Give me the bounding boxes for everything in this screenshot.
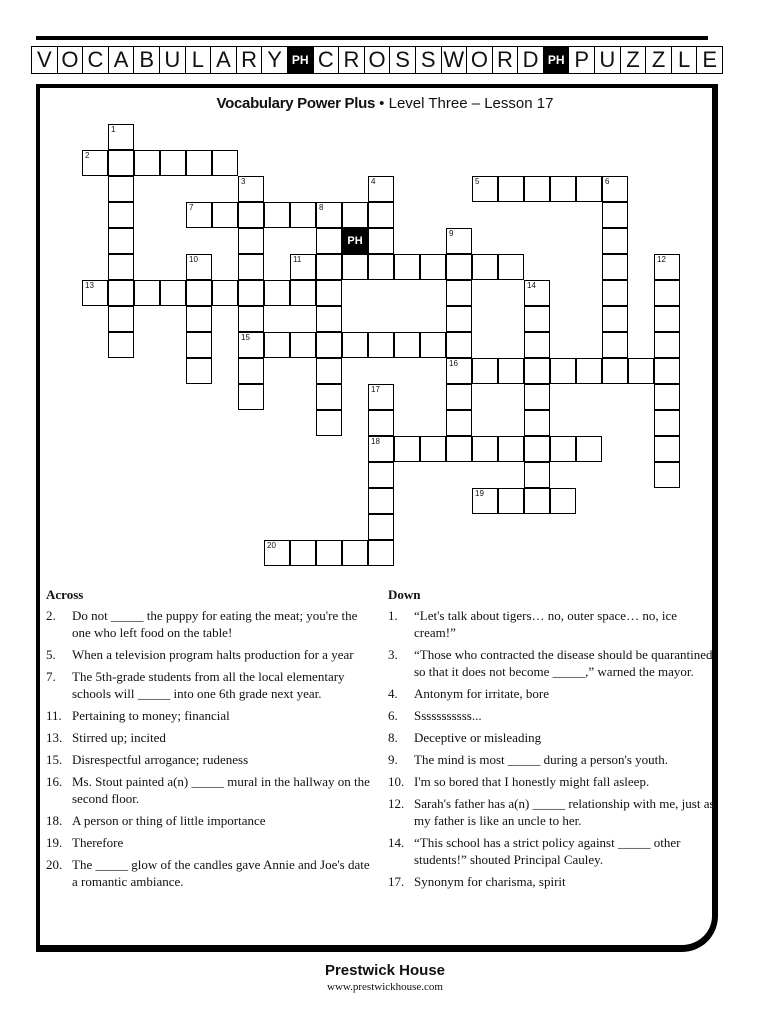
grid-cell[interactable] <box>368 254 394 280</box>
grid-cell[interactable] <box>368 384 394 410</box>
banner-letter: L <box>671 46 698 74</box>
clue-item <box>388 646 720 680</box>
grid-cell[interactable] <box>368 514 394 540</box>
clue-number: 17 <box>371 385 380 394</box>
clue-item-number: 19. <box>46 835 63 850</box>
clue-item-number: 13. <box>46 730 63 745</box>
clue-item <box>46 607 378 641</box>
grid-cell[interactable] <box>472 176 498 202</box>
clue-item <box>46 834 378 851</box>
grid-cell[interactable] <box>342 540 368 566</box>
clue-item <box>46 729 378 746</box>
clue-item <box>388 607 720 641</box>
clue-number: 6 <box>605 177 610 186</box>
grid-cell[interactable] <box>654 384 680 410</box>
clue-number: 20 <box>267 541 276 550</box>
grid-cell[interactable] <box>238 228 264 254</box>
clue-item-number: 1. <box>388 608 398 623</box>
grid-cell[interactable] <box>186 254 212 280</box>
grid-cell[interactable] <box>160 280 186 306</box>
clue-item-number: 6. <box>388 708 398 723</box>
grid-cell[interactable] <box>498 488 524 514</box>
grid-cell[interactable] <box>290 202 316 228</box>
clue-number: 9 <box>449 229 454 238</box>
grid-cell[interactable] <box>446 228 472 254</box>
grid-cell[interactable] <box>108 332 134 358</box>
clue-number: 11 <box>293 255 302 264</box>
clue-item-number: 9. <box>388 752 398 767</box>
grid-cell[interactable] <box>654 410 680 436</box>
clue-item-text: When a television program halts production for a year <box>72 647 354 662</box>
grid-cell[interactable] <box>108 306 134 332</box>
grid-cell[interactable] <box>316 228 342 254</box>
grid-cell[interactable] <box>576 176 602 202</box>
grid-cell[interactable] <box>394 254 420 280</box>
clue-item-number: 12. <box>388 796 405 811</box>
banner-letter: V <box>31 46 58 74</box>
grid-cell[interactable] <box>342 332 368 358</box>
grid-cell[interactable] <box>602 332 628 358</box>
clue-item <box>388 707 720 724</box>
grid-cell[interactable] <box>498 358 524 384</box>
clue-item-number: 14. <box>388 835 405 850</box>
banner-letter: Z <box>620 46 647 74</box>
grid-cell[interactable] <box>238 358 264 384</box>
clue-number: 7 <box>189 203 194 212</box>
clue-item-text: Pertaining to money; financial <box>72 708 230 723</box>
banner-letter: C <box>313 46 340 74</box>
grid-cell[interactable] <box>654 280 680 306</box>
clue-item-number: 16. <box>46 774 63 789</box>
grid-cell[interactable] <box>472 436 498 462</box>
grid-cell[interactable] <box>368 436 394 462</box>
grid-cell[interactable] <box>654 358 680 384</box>
grid-cell[interactable] <box>472 488 498 514</box>
grid-cell[interactable] <box>446 280 472 306</box>
grid-cell[interactable] <box>264 202 290 228</box>
grid-cell[interactable] <box>524 462 550 488</box>
grid-cell[interactable] <box>446 436 472 462</box>
grid-cell[interactable] <box>602 202 628 228</box>
clue-item <box>388 834 720 868</box>
banner-letter: U <box>159 46 186 74</box>
grid-cell[interactable] <box>134 280 160 306</box>
clue-number: 8 <box>319 203 324 212</box>
banner-letter: R <box>338 46 365 74</box>
grid-cell[interactable] <box>602 358 628 384</box>
across-heading: Across <box>46 587 84 602</box>
clue-number: 15 <box>241 333 250 342</box>
banner-letter: W <box>441 46 468 74</box>
clue-number: 18 <box>371 437 380 446</box>
grid-cell[interactable] <box>524 306 550 332</box>
clue-number: 1 <box>111 125 116 134</box>
down-clue-list <box>388 607 720 890</box>
clue-item-text: Sssssssssss... <box>414 708 482 723</box>
grid-cell[interactable] <box>264 332 290 358</box>
grid-cell[interactable] <box>524 358 550 384</box>
clue-item-text: Sarah's father has a(n) _____ relationship with me, just as my father is like an uncle to her. <box>414 796 715 828</box>
clue-number: 2 <box>85 151 90 160</box>
grid-cell[interactable] <box>368 488 394 514</box>
banner-letter: A <box>210 46 237 74</box>
grid-cell[interactable] <box>212 150 238 176</box>
clue-item-text: I'm so bored that I honestly might fall asleep. <box>414 774 650 789</box>
banner-letter: C <box>82 46 109 74</box>
clue-item <box>388 795 720 829</box>
clue-item-number: 10. <box>388 774 405 789</box>
banner-letter: Z <box>645 46 672 74</box>
grid-cell[interactable] <box>316 202 342 228</box>
grid-cell[interactable] <box>290 540 316 566</box>
banner-letter: P <box>568 46 595 74</box>
grid-cell[interactable] <box>446 358 472 384</box>
clue-item <box>46 812 378 829</box>
clue-item-text: “This school has a strict policy against _____ other students!” shouted Principal Cauley. <box>414 835 681 867</box>
clue-item-text: The _____ glow of the candles gave Annie and Joe's date a romantic ambiance. <box>72 857 370 889</box>
grid-cell[interactable] <box>602 254 628 280</box>
banner-letter: S <box>415 46 442 74</box>
clue-item-number: 3. <box>388 647 398 662</box>
grid-cell[interactable] <box>212 202 238 228</box>
clue-item-number: 2. <box>46 608 56 623</box>
footer <box>0 962 770 993</box>
clue-number: 19 <box>475 489 484 498</box>
clue-item <box>46 646 378 663</box>
clue-item-text: A person or thing of little importance <box>72 813 266 828</box>
grid-cell[interactable] <box>576 436 602 462</box>
grid-cell[interactable] <box>420 436 446 462</box>
banner-letter: R <box>236 46 263 74</box>
grid-cell[interactable] <box>446 306 472 332</box>
clue-item-number: 4. <box>388 686 398 701</box>
grid-cell[interactable] <box>420 254 446 280</box>
banner-letter: B <box>133 46 160 74</box>
grid-cell[interactable] <box>498 254 524 280</box>
grid-cell[interactable] <box>446 384 472 410</box>
grid-cell[interactable] <box>108 202 134 228</box>
grid-cell[interactable] <box>550 436 576 462</box>
grid-cell[interactable] <box>238 306 264 332</box>
grid-cell[interactable] <box>316 306 342 332</box>
grid-cell[interactable] <box>368 228 394 254</box>
grid-cell[interactable] <box>342 254 368 280</box>
grid-cell[interactable] <box>654 254 680 280</box>
grid-cell[interactable] <box>108 254 134 280</box>
grid-cell[interactable] <box>420 332 446 358</box>
grid-cell[interactable] <box>368 332 394 358</box>
grid-cell[interactable] <box>628 358 654 384</box>
clue-number: 4 <box>371 177 376 186</box>
grid-cell[interactable] <box>238 202 264 228</box>
grid-cell[interactable] <box>394 332 420 358</box>
down-clues <box>388 586 720 895</box>
grid-cell[interactable] <box>108 280 134 306</box>
grid-cell[interactable] <box>654 332 680 358</box>
clue-number: 3 <box>241 177 246 186</box>
banner-logo-cell: PH <box>543 46 570 74</box>
clue-item-text: The 5th-grade students from all the local elementary schools will _____ into one 6th grade next year. <box>72 669 345 701</box>
grid-cell[interactable] <box>238 176 264 202</box>
down-heading: Down <box>388 587 421 602</box>
grid-cell[interactable] <box>264 540 290 566</box>
publisher-logo: Prestwick House <box>324 962 446 979</box>
clue-item-text: Disrespectful arrogance; rudeness <box>72 752 249 767</box>
clue-item-text: Therefore <box>72 835 124 850</box>
grid-cell[interactable] <box>238 280 264 306</box>
clue-item <box>388 873 720 890</box>
grid-cell[interactable] <box>602 176 628 202</box>
grid-cell[interactable] <box>290 332 316 358</box>
grid-cell[interactable] <box>82 280 108 306</box>
grid-cell[interactable] <box>212 280 238 306</box>
clue-item-text: Ms. Stout painted a(n) _____ mural in the hallway on the second floor. <box>72 774 370 806</box>
grid-cell[interactable] <box>472 254 498 280</box>
across-clues <box>46 586 378 895</box>
banner-letter: U <box>594 46 621 74</box>
banner-logo-cell: PH <box>287 46 314 74</box>
grid-cell[interactable] <box>316 280 342 306</box>
grid-cell[interactable] <box>186 358 212 384</box>
across-clue-list <box>46 607 378 890</box>
grid-cell[interactable] <box>290 254 316 280</box>
grid-cell[interactable] <box>654 436 680 462</box>
grid-cell[interactable] <box>446 410 472 436</box>
grid-cell[interactable] <box>524 436 550 462</box>
clue-item-text: “Let's talk about tigers… no, outer space… no, ice cream!” <box>414 608 677 640</box>
clue-item-text: Antonym for irritate, bore <box>414 686 550 701</box>
grid-cell[interactable] <box>524 332 550 358</box>
grid-cell[interactable] <box>368 540 394 566</box>
clue-item <box>388 685 720 702</box>
grid-cell[interactable] <box>550 358 576 384</box>
clue-item-number: 15. <box>46 752 63 767</box>
series-title: Vocabulary Power Plus <box>216 95 376 112</box>
clue-number: 16 <box>449 359 458 368</box>
grid-cell[interactable] <box>524 488 550 514</box>
banner-letter: S <box>389 46 416 74</box>
clue-item-number: 7. <box>46 669 56 684</box>
clue-item-number: 18. <box>46 813 63 828</box>
clue-item-number: 8. <box>388 730 398 745</box>
grid-cell[interactable] <box>108 176 134 202</box>
clue-item-number: 20. <box>46 857 63 872</box>
clue-item <box>46 856 378 890</box>
grid-cell[interactable] <box>368 202 394 228</box>
grid-cell[interactable] <box>654 462 680 488</box>
grid-cell[interactable] <box>472 358 498 384</box>
clue-item-text: The mind is most _____ during a person's youth. <box>414 752 669 767</box>
clue-item <box>46 751 378 768</box>
grid-cell[interactable] <box>186 306 212 332</box>
grid-cell[interactable] <box>134 150 160 176</box>
clue-item <box>46 773 378 807</box>
clue-item-text: Synonym for charisma, spirit <box>414 874 566 889</box>
clue-item-text: Do not _____ the puppy for eating the meat; you're the one who left food on the table! <box>72 608 358 640</box>
grid-cell[interactable] <box>186 202 212 228</box>
grid-logo-cell: PH <box>342 228 368 254</box>
grid-cell[interactable] <box>498 436 524 462</box>
grid-cell[interactable] <box>160 150 186 176</box>
grid-cell[interactable] <box>238 384 264 410</box>
clue-number: 12 <box>657 255 666 264</box>
lesson-label: • Level Three – Lesson 17 <box>375 95 554 112</box>
clue-item-number: 17. <box>388 874 405 889</box>
grid-cell[interactable] <box>524 176 550 202</box>
grid-cell[interactable] <box>186 150 212 176</box>
clue-item <box>388 729 720 746</box>
banner-letter: R <box>492 46 519 74</box>
clue-item <box>388 751 720 768</box>
grid-cell[interactable] <box>550 176 576 202</box>
grid-cell[interactable] <box>368 176 394 202</box>
grid-cell[interactable] <box>394 436 420 462</box>
clue-item-text: Stirred up; incited <box>72 730 166 745</box>
grid-cell[interactable] <box>524 280 550 306</box>
grid-cell[interactable] <box>186 332 212 358</box>
grid-cell[interactable] <box>654 306 680 332</box>
grid-cell[interactable] <box>446 332 472 358</box>
grid-cell[interactable] <box>368 410 394 436</box>
grid-cell[interactable] <box>264 280 290 306</box>
banner-letter: D <box>517 46 544 74</box>
banner-letter: E <box>696 46 723 74</box>
grid-cell[interactable] <box>108 150 134 176</box>
clue-number: 10 <box>189 255 198 264</box>
grid-cell[interactable] <box>82 150 108 176</box>
grid-cell[interactable] <box>290 280 316 306</box>
clue-item-text: Deceptive or misleading <box>414 730 542 745</box>
banner-letter: O <box>57 46 84 74</box>
clue-number: 14 <box>527 281 536 290</box>
banner-letter: O <box>466 46 493 74</box>
grid-cell[interactable] <box>524 384 550 410</box>
grid-cell[interactable] <box>524 410 550 436</box>
grid-cell[interactable] <box>238 254 264 280</box>
grid-cell[interactable] <box>576 358 602 384</box>
grid-cell[interactable] <box>316 384 342 410</box>
grid-cell[interactable] <box>316 540 342 566</box>
grid-cell[interactable] <box>368 462 394 488</box>
grid-cell[interactable] <box>316 410 342 436</box>
banner-letter: L <box>185 46 212 74</box>
grid-cell[interactable] <box>342 202 368 228</box>
clue-item-number: 11. <box>46 708 62 723</box>
grid-cell[interactable] <box>550 488 576 514</box>
clue-number: 13 <box>85 281 94 290</box>
grid-cell[interactable] <box>108 228 134 254</box>
clue-item-number: 5. <box>46 647 56 662</box>
grid-cell[interactable] <box>316 332 342 358</box>
publisher-url: www.prestwickhouse.com <box>327 981 443 993</box>
grid-cell[interactable] <box>498 176 524 202</box>
banner-letter: A <box>108 46 135 74</box>
grid-cell[interactable] <box>186 280 212 306</box>
grid-cell[interactable] <box>602 306 628 332</box>
grid-cell[interactable] <box>238 332 264 358</box>
banner-letter: Y <box>261 46 288 74</box>
clue-item <box>46 668 378 702</box>
clue-item-text: “Those who contracted the disease should be quarantined so that it does not become _____,” warned the mayor. <box>414 647 713 679</box>
banner-letter: O <box>364 46 391 74</box>
grid-cell[interactable] <box>446 254 472 280</box>
clue-item <box>46 707 378 724</box>
grid-cell[interactable] <box>316 254 342 280</box>
grid-cell[interactable] <box>602 280 628 306</box>
grid-cell[interactable] <box>108 124 134 150</box>
grid-cell[interactable] <box>602 228 628 254</box>
clue-item <box>388 773 720 790</box>
grid-cell[interactable] <box>316 358 342 384</box>
clue-number: 5 <box>475 177 480 186</box>
